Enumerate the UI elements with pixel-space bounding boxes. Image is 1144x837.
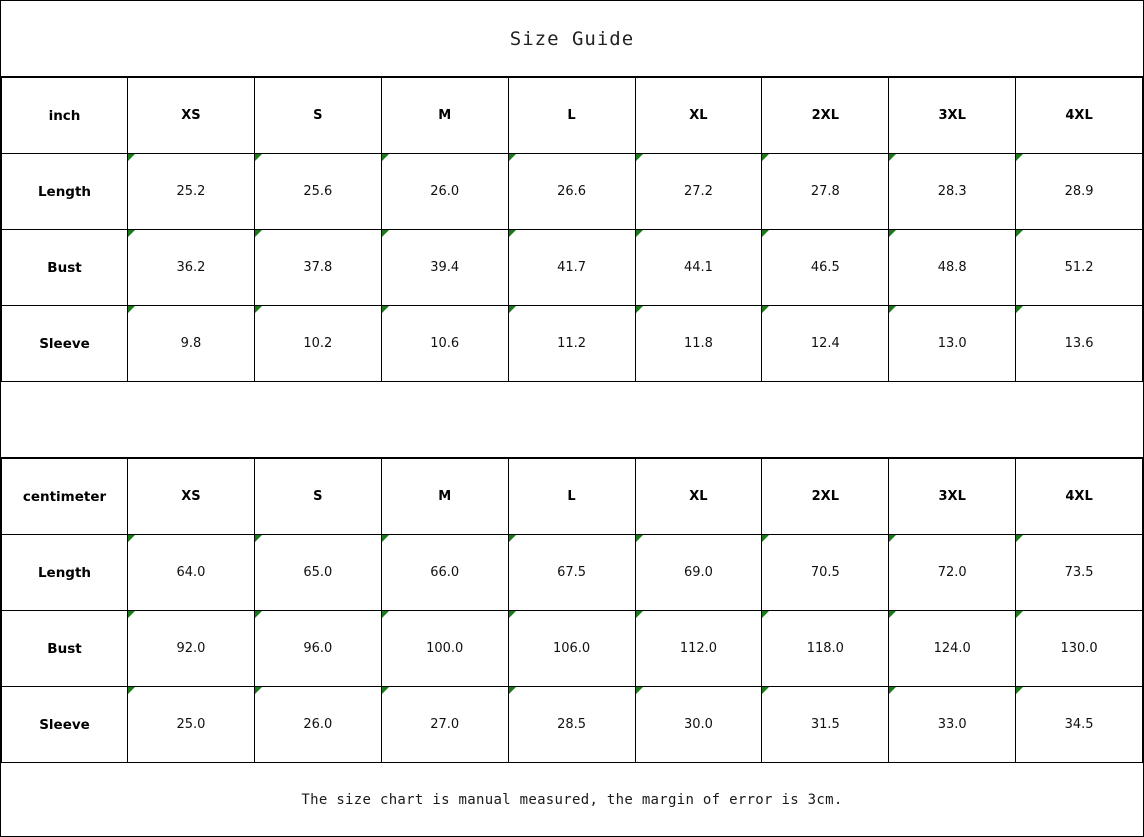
size-header-2xl: 2XL (762, 459, 889, 535)
corner-mark-icon (509, 611, 516, 618)
cell-value: 100.0 (426, 641, 464, 656)
cell-inch-length-s (254, 154, 381, 230)
corner-mark-icon (128, 230, 135, 237)
cell-value: 34.5 (1064, 717, 1094, 732)
cell-cm-length-4xl (1016, 535, 1143, 611)
cell-inch-sleeve-4xl (1016, 306, 1143, 382)
corner-mark-icon (128, 535, 135, 542)
cell-cm-bust-4xl (1016, 611, 1143, 687)
cell-value: 12.4 (810, 336, 840, 351)
corner-mark-icon (382, 535, 389, 542)
table-separator (1, 382, 1143, 458)
cell-value: 39.4 (430, 260, 460, 275)
page-title: Size Guide (509, 27, 635, 50)
cell-inch-sleeve-xs (128, 306, 255, 382)
corner-mark-icon (382, 306, 389, 313)
cell-value: 112.0 (679, 641, 718, 656)
size-header-l: L (508, 78, 635, 154)
cell-value: 41.7 (557, 260, 587, 275)
cell-inch-bust-xs (128, 230, 255, 306)
cell-inch-length-l (508, 154, 635, 230)
corner-mark-icon (1016, 154, 1023, 161)
corner-mark-icon (762, 687, 769, 694)
corner-mark-icon (762, 611, 769, 618)
corner-mark-icon (509, 154, 516, 161)
corner-mark-icon (762, 535, 769, 542)
cell-cm-sleeve-l (508, 687, 635, 763)
corner-mark-icon (255, 230, 262, 237)
footer-note-bar (1, 763, 1143, 836)
cell-value: 33.0 (937, 717, 967, 732)
cell-value: 27.2 (683, 184, 713, 199)
cell-inch-bust-xl (635, 230, 762, 306)
cell-cm-sleeve-s (254, 687, 381, 763)
corner-mark-icon (1016, 687, 1023, 694)
corner-mark-icon (636, 611, 643, 618)
size-tables-container (1, 77, 1143, 763)
cell-cm-length-3xl (889, 535, 1016, 611)
cell-cm-bust-3xl (889, 611, 1016, 687)
cell-cm-length-l (508, 535, 635, 611)
cell-value: 124.0 (933, 641, 971, 656)
cell-value: 31.5 (810, 717, 840, 732)
cell-value: 10.6 (430, 336, 460, 351)
cell-inch-length-2xl (762, 154, 889, 230)
cell-value: 65.0 (303, 565, 333, 580)
cell-cm-length-2xl (762, 535, 889, 611)
size-header-2xl: 2XL (762, 78, 889, 154)
cell-value: 28.9 (1064, 184, 1094, 199)
corner-mark-icon (889, 535, 896, 542)
cell-inch-sleeve-m (381, 306, 508, 382)
size-header-m: M (381, 78, 508, 154)
size-header-m: M (381, 459, 508, 535)
corner-mark-icon (382, 687, 389, 694)
row-label-sleeve: Sleeve (2, 687, 128, 763)
cell-value: 46.5 (810, 260, 840, 275)
cell-value: 37.8 (303, 260, 333, 275)
size-table-inch (1, 77, 1143, 382)
cell-value: 96.0 (303, 641, 333, 656)
corner-mark-icon (636, 154, 643, 161)
table-row (2, 306, 1143, 382)
cell-value: 48.8 (937, 260, 967, 275)
cell-inch-sleeve-s (254, 306, 381, 382)
corner-mark-icon (509, 687, 516, 694)
cell-value: 27.8 (810, 184, 840, 199)
corner-mark-icon (762, 230, 769, 237)
corner-mark-icon (255, 687, 262, 694)
cell-value: 13.6 (1064, 336, 1094, 351)
cell-value: 28.3 (937, 184, 967, 199)
row-label-bust: Bust (2, 230, 128, 306)
table-row (2, 230, 1143, 306)
cell-value: 73.5 (1064, 565, 1094, 580)
size-header-l: L (508, 459, 635, 535)
cell-inch-sleeve-l (508, 306, 635, 382)
cell-inch-bust-m (381, 230, 508, 306)
cell-inch-sleeve-xl (635, 306, 762, 382)
corner-mark-icon (889, 306, 896, 313)
cell-value: 51.2 (1064, 260, 1094, 275)
cell-inch-bust-s (254, 230, 381, 306)
cell-cm-bust-xs (128, 611, 255, 687)
size-header-xs: XS (128, 459, 255, 535)
cell-value: 26.6 (557, 184, 587, 199)
corner-mark-icon (889, 687, 896, 694)
corner-mark-icon (1016, 535, 1023, 542)
row-label-length: Length (2, 535, 128, 611)
cell-inch-length-3xl (889, 154, 1016, 230)
cell-value: 26.0 (430, 184, 460, 199)
corner-mark-icon (382, 611, 389, 618)
cell-cm-length-xl (635, 535, 762, 611)
cell-value: 70.5 (810, 565, 840, 580)
cell-value: 67.5 (557, 565, 587, 580)
size-header-4xl: 4XL (1016, 78, 1143, 154)
cell-value: 36.2 (176, 260, 206, 275)
corner-mark-icon (255, 154, 262, 161)
table-row (2, 154, 1143, 230)
corner-mark-icon (128, 306, 135, 313)
corner-mark-icon (509, 306, 516, 313)
row-label-bust: Bust (2, 611, 128, 687)
unit-label-inch: inch (2, 78, 128, 154)
cell-value: 10.2 (303, 336, 333, 351)
cell-value: 118.0 (806, 641, 844, 656)
cell-value: 25.0 (176, 717, 206, 732)
cell-inch-bust-4xl (1016, 230, 1143, 306)
cell-value: 26.0 (303, 717, 333, 732)
corner-mark-icon (1016, 306, 1023, 313)
corner-mark-icon (1016, 611, 1023, 618)
cell-cm-sleeve-xl (635, 687, 762, 763)
cell-inch-length-m (381, 154, 508, 230)
corner-mark-icon (509, 535, 516, 542)
cell-value: 25.2 (176, 184, 206, 199)
cell-cm-bust-2xl (762, 611, 889, 687)
cell-value: 25.6 (303, 184, 333, 199)
row-label-length: Length (2, 154, 128, 230)
corner-mark-icon (255, 611, 262, 618)
size-table-centimeter-body (2, 459, 1143, 763)
size-header-3xl: 3XL (889, 78, 1016, 154)
corner-mark-icon (255, 535, 262, 542)
cell-inch-bust-2xl (762, 230, 889, 306)
cell-cm-length-m (381, 535, 508, 611)
cell-cm-bust-xl (635, 611, 762, 687)
corner-mark-icon (382, 154, 389, 161)
cell-cm-sleeve-3xl (889, 687, 1016, 763)
corner-mark-icon (636, 306, 643, 313)
corner-mark-icon (128, 611, 135, 618)
cell-value: 106.0 (552, 641, 591, 656)
cell-value: 30.0 (683, 717, 713, 732)
cell-value: 44.1 (683, 260, 713, 275)
corner-mark-icon (889, 230, 896, 237)
cell-cm-sleeve-2xl (762, 687, 889, 763)
table-row (2, 687, 1143, 763)
corner-mark-icon (1016, 230, 1023, 237)
cell-value: 9.8 (180, 336, 202, 351)
corner-mark-icon (762, 306, 769, 313)
cell-value: 92.0 (176, 641, 206, 656)
corner-mark-icon (128, 687, 135, 694)
cell-cm-sleeve-xs (128, 687, 255, 763)
cell-cm-sleeve-4xl (1016, 687, 1143, 763)
cell-cm-bust-l (508, 611, 635, 687)
cell-inch-length-4xl (1016, 154, 1143, 230)
corner-mark-icon (636, 230, 643, 237)
page-title-bar (1, 1, 1143, 77)
cell-inch-sleeve-2xl (762, 306, 889, 382)
size-header-s: S (254, 78, 381, 154)
corner-mark-icon (636, 687, 643, 694)
corner-mark-icon (509, 230, 516, 237)
cell-value: 28.5 (557, 717, 587, 732)
cell-value: 130.0 (1060, 641, 1098, 656)
corner-mark-icon (889, 611, 896, 618)
row-label-sleeve: Sleeve (2, 306, 128, 382)
corner-mark-icon (636, 535, 643, 542)
cell-inch-bust-3xl (889, 230, 1016, 306)
size-header-xl: XL (635, 78, 762, 154)
table-header-row (2, 78, 1143, 154)
corner-mark-icon (382, 230, 389, 237)
cell-inch-length-xl (635, 154, 762, 230)
size-table-centimeter (1, 458, 1143, 763)
cell-value: 27.0 (430, 717, 460, 732)
table-row (2, 535, 1143, 611)
cell-cm-length-xs (128, 535, 255, 611)
footer-note: The size chart is manual measured, the margin of error is 3cm. (301, 791, 843, 808)
size-header-s: S (254, 459, 381, 535)
unit-label-centimeter: centimeter (2, 459, 128, 535)
cell-value: 69.0 (683, 565, 713, 580)
cell-value: 72.0 (937, 565, 967, 580)
size-header-3xl: 3XL (889, 459, 1016, 535)
corner-mark-icon (128, 154, 135, 161)
cell-value: 11.2 (557, 336, 587, 351)
size-header-xs: XS (128, 78, 255, 154)
corner-mark-icon (762, 154, 769, 161)
cell-cm-length-s (254, 535, 381, 611)
cell-inch-bust-l (508, 230, 635, 306)
cell-value: 13.0 (937, 336, 967, 351)
cell-value: 64.0 (176, 565, 206, 580)
table-header-row (2, 459, 1143, 535)
table-row (2, 611, 1143, 687)
size-table-inch-body (2, 78, 1143, 382)
cell-inch-length-xs (128, 154, 255, 230)
corner-mark-icon (889, 154, 896, 161)
size-header-4xl: 4XL (1016, 459, 1143, 535)
cell-value: 66.0 (430, 565, 460, 580)
cell-cm-bust-s (254, 611, 381, 687)
corner-mark-icon (255, 306, 262, 313)
cell-cm-bust-m (381, 611, 508, 687)
cell-value: 11.8 (683, 336, 713, 351)
cell-cm-sleeve-m (381, 687, 508, 763)
size-header-xl: XL (635, 459, 762, 535)
cell-inch-sleeve-3xl (889, 306, 1016, 382)
